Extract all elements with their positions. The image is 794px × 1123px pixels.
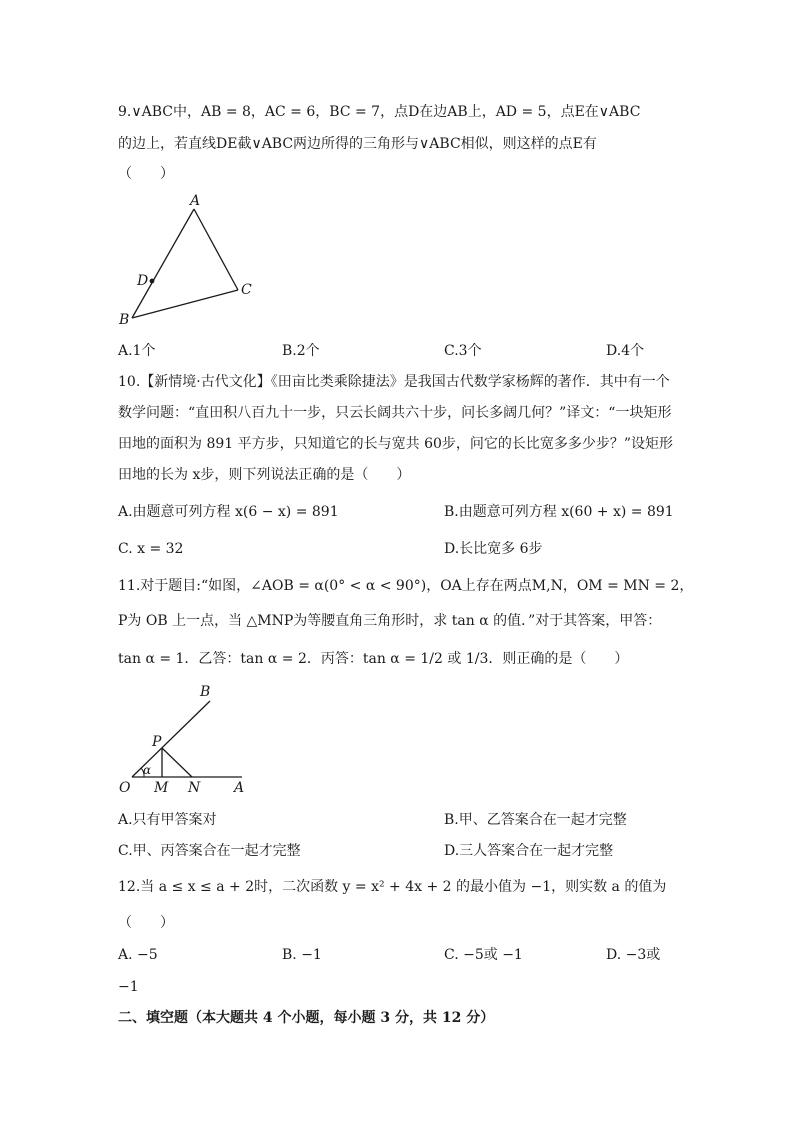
q9-line-2: 的边上，若直线DE截∨ABC两边所得的三角形与∨ABC相似，则这样的点E有	[118, 136, 597, 152]
q10-option-c: C. x = 32	[118, 541, 184, 557]
point-d-dot	[150, 279, 155, 284]
q10-line-3: 田地的面积为 891 平方步，只知道它的长与宽共 60步，问它的长比宽多多少步？”设矩形	[118, 436, 674, 452]
q11-line-1: 11.对于题目:“如图，∠AOB = α(0° < α < 90°)，OA上存在两点M,N，OM = MN = 2，	[118, 578, 694, 594]
q10-line-1: 10.【新情境·古代文化】《田亩比类乘除捷法》是我国古代数学家杨辉的著作．其中有一个	[118, 374, 670, 390]
q10-option-d: D.长比宽多 6步	[444, 541, 543, 557]
label-p: P	[152, 734, 162, 750]
label-c: C	[241, 282, 252, 298]
section-heading-fill-in: 二、填空题（本大题共 4 个小题，每小题 3 分，共 12 分）	[118, 1010, 495, 1026]
q10-option-b: B.由题意可列方程 x(60 + x) = 891	[444, 504, 674, 520]
q12-option-b: B. −1	[282, 947, 322, 963]
q12-line-1: 12.当 a ≤ x ≤ a + 2时，二次函数 y = x² + 4x + 2 的最小值为 −1，则实数 a 的值为	[118, 879, 667, 895]
q12-option-d: D. −3或	[606, 947, 661, 963]
q9-line-1: 9.∨ABC中，AB = 8，AC = 6，BC = 7，点D在边AB上，AD = 5，点E在∨ABC	[118, 104, 641, 120]
label-b: B	[200, 684, 211, 700]
q9-answer-blank: （ ）	[118, 166, 174, 182]
q11-line-3: tan α = 1．乙答：tan α = 2．丙答：tan α = 1/2 或 1/3．则正确的是（ ）	[118, 651, 629, 667]
q11-option-d: D.三人答案合在一起才完整	[444, 843, 614, 859]
q12-option-d-wrap: −1	[118, 979, 139, 995]
q9-option-c: C.3个	[444, 343, 482, 359]
label-o: O	[119, 780, 131, 796]
q11-angle-figure	[112, 682, 262, 798]
label-d: D	[137, 273, 149, 289]
q9-triangle-figure	[112, 192, 272, 332]
q12-answer-blank: （ ）	[118, 915, 174, 931]
label-a: A	[234, 780, 245, 796]
label-alpha: α	[143, 763, 152, 777]
q12-option-a: A. −5	[118, 947, 158, 963]
q11-option-c: C.甲、丙答案合在一起才完整	[118, 843, 301, 859]
label-n: N	[188, 780, 201, 796]
q10-option-a: A.由题意可列方程 x(6 − x) = 891	[118, 504, 339, 520]
q9-option-a: A.1个	[118, 343, 156, 359]
q11-line-2: P为 OB 上一点，当 △MNP为等腰直角三角形时，求 tan α 的值．”对于其答案，甲答：	[118, 613, 662, 629]
q11-option-a: A.只有甲答案对	[118, 812, 217, 828]
label-a: A	[190, 193, 201, 209]
q11-option-b: B.甲、乙答案合在一起才完整	[444, 812, 627, 828]
label-b: B	[119, 312, 130, 328]
q10-line-2: 数学问题：“直田积八百九十一步，只云长阔共六十步，问长多阔几何？”译文：“一块矩形	[118, 405, 672, 421]
q9-option-d: D.4个	[606, 343, 645, 359]
label-m: M	[154, 780, 169, 796]
q12-option-c: C. −5或 −1	[444, 947, 523, 963]
q10-line-4: 田地的长为 x步，则下列说法正确的是（ ）	[118, 467, 411, 483]
q9-option-b: B.2个	[282, 343, 320, 359]
